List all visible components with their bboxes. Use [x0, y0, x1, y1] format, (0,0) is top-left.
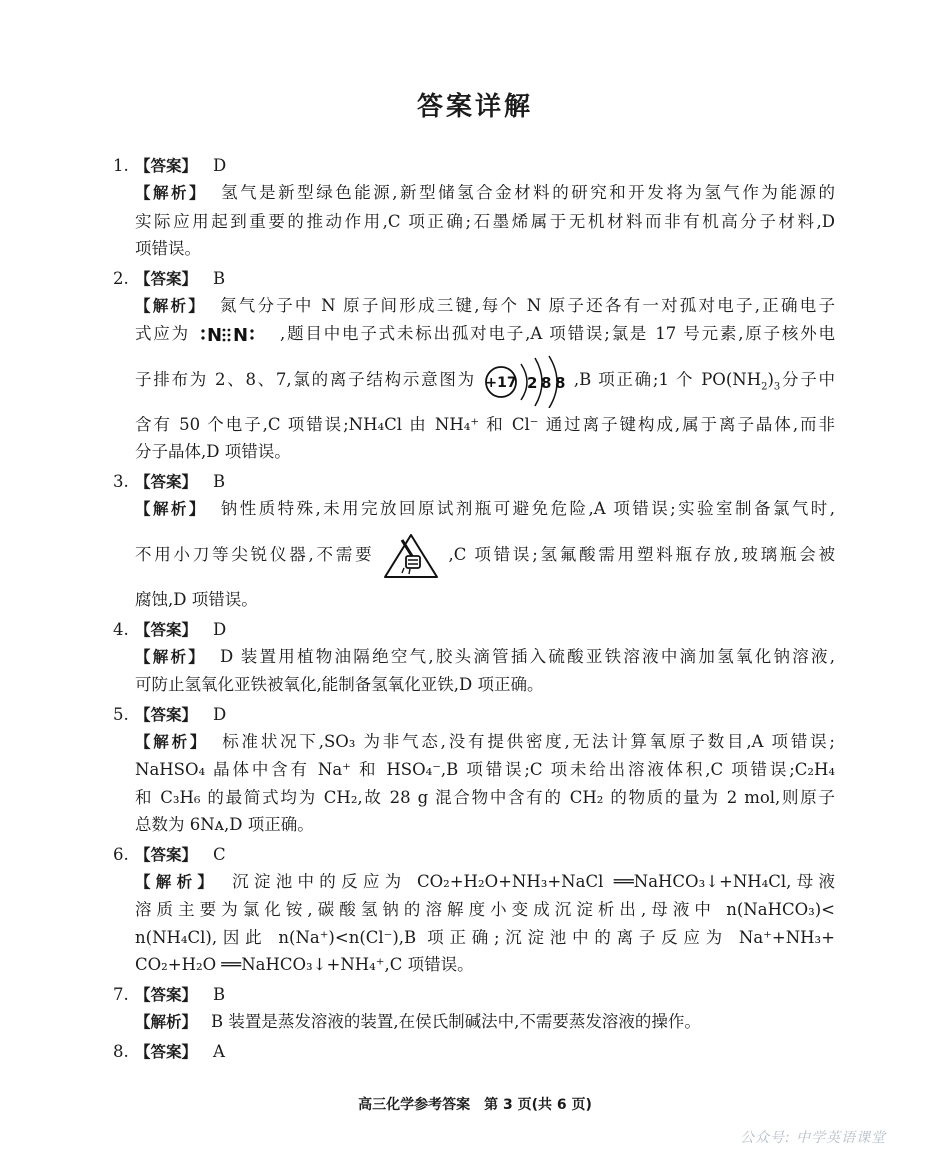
analysis-text: 可防止氢氧化亚铁被氧化,能制备氢氧化亚铁,D 项正确。 — [135, 675, 544, 694]
analysis-text: n(NH₄Cl),因此 n(Na⁺)<n(Cl⁻),B 项正确;沉淀池中的离子反应为 Na⁺+NH₃+ — [135, 927, 835, 947]
question-number: 8. — [113, 1042, 129, 1061]
n2-electron-formula-icon — [197, 324, 273, 346]
answer-tag: 【答案】 — [135, 472, 198, 491]
answer-tag: 【答案】 — [135, 845, 198, 864]
analysis-text: CO₂+H₂O ══NaHCO₃↓+NH₄⁺,C 项错误。 — [135, 955, 474, 974]
question-number: 6. — [113, 844, 129, 864]
watermark: 公众号: 中学英语课堂 — [740, 1130, 887, 1146]
question-4-answer — [113, 616, 835, 643]
question-number: 4. — [113, 619, 129, 639]
nucleus-charge: +17 — [485, 375, 517, 391]
question-1-analysis — [135, 179, 835, 263]
answer-value: B — [213, 471, 226, 491]
question-2-answer — [113, 265, 835, 292]
answer-tag: 【答案】 — [135, 620, 198, 639]
answer-value: A — [213, 1042, 225, 1061]
question-number: 7. — [113, 984, 129, 1004]
page-footer: 高三化学参考答案 第 3 页(共 6 页) — [358, 1097, 592, 1113]
analysis-text: B 装置是蒸发溶液的装置,在侯氏制碱法中,不需要蒸发溶液的操作。 — [211, 1011, 701, 1031]
question-3-analysis — [135, 495, 835, 614]
answer-tag: 【答案】 — [135, 705, 198, 724]
question-5-analysis — [135, 728, 835, 839]
analysis-text: 沉淀池中的反应为 CO₂+H₂O+NH₃+NaCl ══NaHCO₃↓+NH₄Cl,母液 — [232, 871, 835, 891]
analysis-text: ,C 项错误;氢氟酸需用塑料瓶存放,玻璃瓶会被 — [448, 545, 836, 564]
analysis-text: 式应为 — [135, 324, 190, 343]
analysis-text: ) — [767, 369, 774, 389]
question-2-analysis — [135, 292, 835, 466]
analysis-text: 氮气分子中 N 原子间形成三键,每个 N 原子还各有一对孤对电子,正确电子 — [219, 295, 835, 315]
analysis-text: 含有 50 个电子,C 项错误;NH₄Cl 由 NH₄⁺ 和 Cl⁻ 通过离子键构成,属于离子晶体,而非 — [135, 414, 835, 434]
question-4-analysis — [135, 643, 835, 699]
chloride-ion-structure-icon — [483, 352, 567, 408]
analysis-text: 不用小刀等尖锐仪器,不需要 — [135, 545, 375, 564]
analysis-text: 标准状况下,SO₃ 为非气态,没有提供密度,无法计算氧原子数目,A 项错误; — [222, 731, 835, 751]
question-6-analysis — [135, 868, 835, 979]
shell-2-electrons: 8 — [540, 374, 552, 392]
question-number: 5. — [113, 704, 129, 724]
answer-tag: 【答案】 — [135, 157, 198, 175]
analysis-tag: 【解析】 — [135, 296, 206, 315]
page-title: 答案详解 — [416, 92, 533, 122]
answer-value: D — [213, 704, 227, 724]
question-number: 2. — [113, 268, 129, 288]
n2-atom-left: N — [206, 324, 223, 346]
analysis-tag: 【解析】 — [135, 1012, 198, 1031]
question-8-answer — [113, 1038, 835, 1065]
answer-tag: 【答案】 — [135, 985, 198, 1004]
shell-1-electrons: 2 — [526, 374, 538, 392]
question-3-answer — [113, 468, 835, 495]
analysis-text: NaHSO₄ 晶体中含有 Na⁺ 和 HSO₄⁻,B 项错误;C 项未给出溶液体积,C 项错误;C₂H₄ — [135, 760, 835, 779]
answer-value: B — [213, 268, 226, 288]
answer-list — [113, 150, 835, 1065]
analysis-text: 氢气是新型绿色能源,新型储氢合金材料的研究和开发将为氢气作为能源的 — [221, 183, 835, 202]
analysis-tag: 【解析】 — [135, 499, 207, 518]
analysis-text: ,题目中电子式未标出孤对电子,A 项错误;氯是 17 号元素,原子核外电 — [280, 324, 835, 343]
analysis-text: 总数为 6Nᴀ,D 项正确。 — [135, 815, 314, 834]
analysis-text: 钠性质特殊,未用完放回原试剂瓶可避免危险,A 项错误;实验室制备氯气时, — [220, 498, 835, 518]
answer-value: D — [213, 156, 227, 175]
question-number: 1. — [113, 156, 129, 175]
analysis-tag: 【解析】 — [135, 732, 209, 751]
analysis-text: 分子中 — [780, 369, 836, 389]
analysis-text: 实际应用起到重要的推动作用,C 项正确;石墨烯属于无机材料而非有机高分子材料,D — [135, 211, 835, 231]
analysis-text: 分子晶体,D 项错误。 — [135, 442, 291, 461]
question-7-answer — [113, 981, 835, 1008]
analysis-tag: 【解析】 — [135, 872, 219, 891]
answer-value: D — [213, 619, 227, 639]
subscript: 3 — [773, 380, 781, 392]
question-6-answer — [113, 841, 835, 868]
analysis-text: 项错误。 — [135, 239, 201, 258]
analysis-text: 溶质主要为氯化铵,碳酸氢钠的溶解度小变成沉淀析出,母液中 n(NaHCO₃)< — [135, 900, 835, 919]
analysis-tag: 【解析】 — [135, 184, 208, 202]
question-number: 3. — [113, 471, 129, 491]
answer-tag: 【答案】 — [135, 1043, 198, 1061]
question-1-answer — [113, 152, 835, 179]
question-5-answer — [113, 701, 835, 728]
answer-tag: 【答案】 — [135, 269, 198, 288]
analysis-text: 和 C₃H₆ 的最简式均为 CH₂,故 28 g 混合物中含有的 CH₂ 的物质的量为 2 mol,则原子 — [135, 787, 835, 807]
answer-value: C — [213, 844, 226, 864]
analysis-text: ,B 项正确;1 个 PO(NH — [573, 369, 762, 389]
analysis-tag: 【解析】 — [135, 647, 207, 666]
shell-3-electrons: 8 — [554, 374, 566, 392]
answer-value: B — [213, 984, 226, 1004]
analysis-text: D 装置用植物油隔绝空气,胶头滴管插入硫酸亚铁溶液中滴加氢氧化钠溶液, — [220, 646, 835, 666]
question-7-analysis — [135, 1008, 835, 1037]
sharp-instrument-hazard-icon — [382, 532, 440, 580]
n2-atom-right: N — [232, 324, 249, 346]
analysis-text: 腐蚀,D 项错误。 — [135, 590, 258, 609]
analysis-text: 子排布为 2、8、7,氯的离子结构示意图为 — [135, 369, 476, 389]
subscript: 2 — [761, 380, 768, 392]
